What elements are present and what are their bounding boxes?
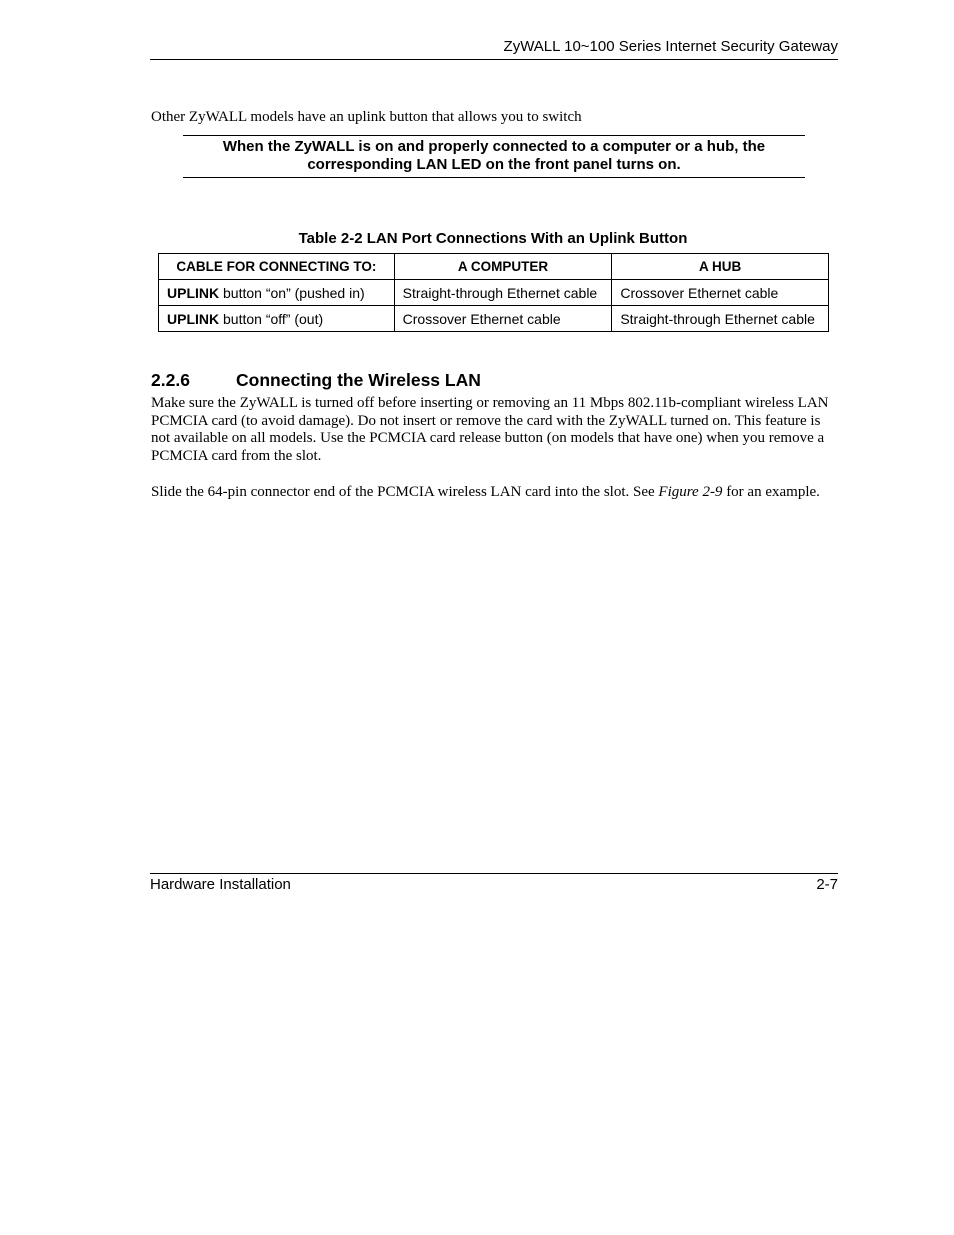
footer-chapter: Hardware Installation <box>150 876 291 893</box>
table-cell-hub: Crossover Ethernet cable <box>612 280 829 306</box>
body-paragraph <box>151 484 841 502</box>
column-header: A COMPUTER <box>394 254 612 280</box>
running-header: ZyWALL 10~100 Series Internet Security Gateway <box>150 37 838 60</box>
section-title: Connecting the Wireless LAN <box>236 370 481 390</box>
table-caption: Table 2-2 LAN Port Connections With an Uplink Button <box>298 230 688 247</box>
table-cell-hub: Straight-through Ethernet cable <box>612 306 829 332</box>
intro-text: Other ZyWALL models have an uplink button that allows you to switch <box>151 109 582 125</box>
table-header-row <box>159 254 829 280</box>
section-heading <box>151 369 481 391</box>
table-row <box>159 306 829 332</box>
table-cell-computer: Straight-through Ethernet cable <box>394 280 612 306</box>
para-text: for an example. <box>722 484 820 500</box>
uplink-state: button “off” (out) <box>219 310 324 327</box>
para-text: Slide the 64-pin connector end of the PCMCIA wireless LAN card into the slot. See <box>151 484 659 500</box>
note-box <box>183 135 805 178</box>
table-cell-label <box>159 306 395 332</box>
table-row <box>159 280 829 306</box>
table-cell-computer: Crossover Ethernet cable <box>394 306 612 332</box>
uplink-label: UPLINK <box>167 310 220 327</box>
table-cell-label <box>159 280 395 306</box>
uplink-label: UPLINK <box>167 284 220 301</box>
body-paragraph: Make sure the ZyWALL is turned off before inserting or removing an 11 Mbps 802.11b-compliant wireless LAN PCMCIA card (to avoid damage). Do not insert or remove the card with the ZyWALL turned on. This feature is not available on all models. Use the PCMCIA card release button (on models that have one) when you remove a PCMCIA card from the slot. <box>151 395 829 464</box>
uplink-state: button “on” (pushed in) <box>219 284 365 301</box>
page-footer <box>150 873 838 895</box>
column-header: CABLE FOR CONNECTING TO: <box>159 254 395 280</box>
column-header: A HUB <box>612 254 829 280</box>
note-line-1: When the ZyWALL is on and properly connected to a computer or a hub, the <box>222 138 766 155</box>
section-number: 2.2.6 <box>151 370 190 390</box>
note-line-2: corresponding LAN LED on the front panel turns on. <box>307 156 681 173</box>
lan-port-table <box>158 253 829 332</box>
figure-reference: Figure 2-9 <box>658 484 723 500</box>
page-number: 2-7 <box>816 876 838 893</box>
